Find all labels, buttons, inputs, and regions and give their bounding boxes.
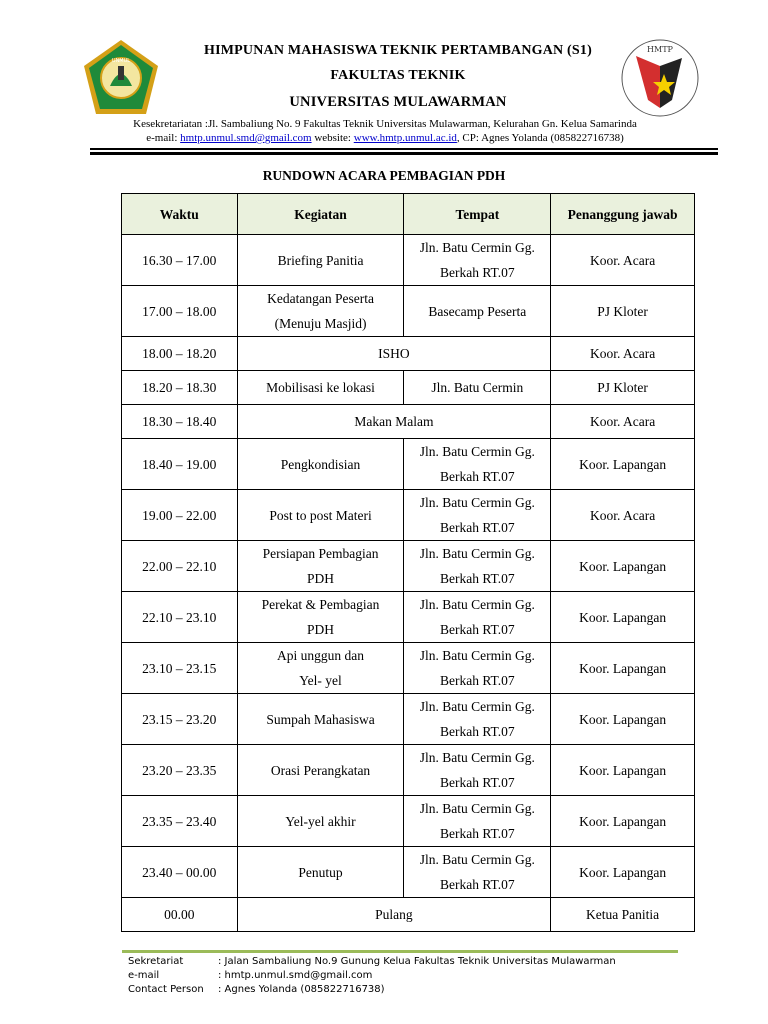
cell-kegiatan — [237, 643, 404, 694]
cell-tempat — [404, 847, 551, 898]
cell-tempat — [404, 371, 551, 405]
table-row — [122, 796, 695, 847]
footer-secretariat-label: Sekretariat — [128, 956, 184, 967]
table-row — [122, 337, 695, 371]
cell-line: Berkah RT.07 — [440, 265, 515, 280]
cell-kegiatan-merged: Pulang — [237, 898, 551, 932]
cell-line: Post to post Materi — [269, 507, 372, 523]
table-row — [122, 286, 695, 337]
cell-waktu: 17.00 – 18.00 — [122, 286, 238, 337]
cell-line: Jln. Batu Cermin Gg. — [419, 444, 535, 459]
cell-line: Orasi Perangkatan — [270, 762, 371, 778]
cell-line: Sumpah Mahasiswa — [266, 711, 375, 727]
cell-kegiatan — [237, 286, 404, 337]
cell-kegiatan — [237, 694, 404, 745]
university-logo — [80, 38, 162, 120]
col-header-waktu: Waktu — [122, 194, 238, 235]
cell-penanggung-jawab: Ketua Panitia — [551, 898, 695, 932]
cell-waktu: 22.00 – 22.10 — [122, 541, 238, 592]
cell-waktu: 22.10 – 23.10 — [122, 592, 238, 643]
cell-penanggung-jawab: PJ Kloter — [551, 371, 695, 405]
footer-email-value: : hmtp.unmul.smd@gmail.com — [218, 970, 373, 981]
cell-line: Briefing Panitia — [277, 252, 364, 268]
cell-line: Jln. Batu Cermin Gg. — [419, 648, 535, 663]
svg-text:UNMUL: UNMUL — [111, 58, 131, 64]
col-header-tempat: Tempat — [404, 194, 551, 235]
cell-tempat — [404, 745, 551, 796]
cell-penanggung-jawab: Koor. Acara — [551, 337, 695, 371]
cell-line: Jln. Batu Cermin Gg. — [419, 750, 535, 765]
table-row — [122, 235, 695, 286]
email-link[interactable]: hmtp.unmul.smd@gmail.com — [180, 132, 312, 144]
contact-person: , CP: Agnes Yolanda (085822716738) — [456, 132, 624, 144]
table-row — [122, 847, 695, 898]
col-header-kegiatan: Kegiatan — [237, 194, 404, 235]
contact-line — [100, 132, 670, 144]
cell-line: Yel- yel — [299, 673, 342, 688]
cell-tempat — [404, 796, 551, 847]
cell-tempat — [404, 490, 551, 541]
cell-tempat — [404, 286, 551, 337]
hmtp-logo — [618, 36, 702, 120]
cell-penanggung-jawab: Koor. Lapangan — [551, 796, 695, 847]
cell-line: Jln. Batu Cermin Gg. — [419, 597, 535, 612]
cell-line: Jln. Batu Cermin — [431, 380, 524, 395]
cell-waktu: 18.40 – 19.00 — [122, 439, 238, 490]
table-header-row — [122, 194, 695, 235]
cell-tempat — [404, 235, 551, 286]
cell-waktu: 19.00 – 22.00 — [122, 490, 238, 541]
table-row — [122, 898, 695, 932]
website-link[interactable]: www.hmtp.unmul.ac.id — [353, 132, 457, 144]
cell-waktu: 23.20 – 23.35 — [122, 745, 238, 796]
cell-line: Jln. Batu Cermin Gg. — [419, 495, 535, 510]
cell-kegiatan — [237, 745, 404, 796]
cell-line: Pengkondisian — [280, 456, 361, 472]
cell-line: (Menuju Masjid) — [274, 316, 367, 331]
cell-kegiatan — [237, 439, 404, 490]
cell-line: Berkah RT.07 — [440, 877, 515, 892]
cell-kegiatan — [237, 592, 404, 643]
cell-line: Berkah RT.07 — [440, 673, 515, 688]
cell-tempat — [404, 439, 551, 490]
cell-waktu: 18.30 – 18.40 — [122, 405, 238, 439]
cell-line: Jln. Batu Cermin Gg. — [419, 801, 535, 816]
cell-line: Yel-yel akhir — [285, 813, 356, 829]
table-row — [122, 371, 695, 405]
cell-penanggung-jawab: Koor. Lapangan — [551, 847, 695, 898]
cell-penanggung-jawab: Koor. Lapangan — [551, 439, 695, 490]
email-label: e-mail: — [146, 132, 181, 144]
cell-penanggung-jawab: Koor. Lapangan — [551, 592, 695, 643]
cell-kegiatan-merged: ISHO — [237, 337, 551, 371]
cell-line: PDH — [307, 622, 335, 637]
cell-line: Jln. Batu Cermin Gg. — [419, 699, 535, 714]
cell-line: Berkah RT.07 — [440, 775, 515, 790]
cell-line: PDH — [307, 571, 335, 586]
table-row — [122, 405, 695, 439]
cell-waktu: 23.15 – 23.20 — [122, 694, 238, 745]
cell-waktu: 23.10 – 23.15 — [122, 643, 238, 694]
cell-line: Berkah RT.07 — [440, 724, 515, 739]
table-row — [122, 541, 695, 592]
secretariat-address: Kesekretariatan :Jl. Sambaliung No. 9 Fakultas Teknik Universitas Mulawarman, Kelurahan Gn. Kelua Samarinda — [133, 118, 637, 130]
cell-waktu: 16.30 – 17.00 — [122, 235, 238, 286]
footer-contact-value: : Agnes Yolanda (085822716738) — [218, 984, 385, 995]
document-title: RUNDOWN ACARA PEMBAGIAN PDH — [262, 168, 506, 183]
cell-kegiatan — [237, 796, 404, 847]
cell-kegiatan — [237, 847, 404, 898]
cell-tempat — [404, 541, 551, 592]
footer-contact-label: Contact Person — [128, 984, 204, 995]
cell-line: Perekat & Pembagian — [261, 597, 380, 612]
table-row — [122, 694, 695, 745]
header-rule-thin — [90, 148, 718, 150]
cell-line: Berkah RT.07 — [440, 826, 515, 841]
cell-line: Berkah RT.07 — [440, 469, 515, 484]
cell-tempat — [404, 694, 551, 745]
cell-line: Persiapan Pembagian — [262, 546, 379, 561]
table-row — [122, 439, 695, 490]
cell-kegiatan — [237, 371, 404, 405]
table-row — [122, 592, 695, 643]
table-row — [122, 745, 695, 796]
cell-penanggung-jawab: Koor. Acara — [551, 490, 695, 541]
cell-kegiatan-merged: Makan Malam — [237, 405, 551, 439]
footer-secretariat — [128, 956, 616, 967]
cell-waktu: 00.00 — [122, 898, 238, 932]
table-row — [122, 643, 695, 694]
cell-line: Mobilisasi ke lokasi — [266, 380, 375, 395]
cell-penanggung-jawab: Koor. Lapangan — [551, 745, 695, 796]
cell-kegiatan — [237, 235, 404, 286]
footer-rule — [122, 950, 678, 953]
col-header-penanggung-jawab: Penanggung jawab — [551, 194, 695, 235]
cell-kegiatan — [237, 541, 404, 592]
cell-penanggung-jawab: Koor. Acara — [551, 405, 695, 439]
footer-contact — [128, 984, 385, 995]
cell-line: Jln. Batu Cermin Gg. — [419, 546, 535, 561]
rundown-table — [121, 193, 695, 932]
cell-line: Api unggun dan — [277, 648, 365, 663]
cell-line: Jln. Batu Cermin Gg. — [419, 852, 535, 867]
cell-waktu: 23.40 – 00.00 — [122, 847, 238, 898]
svg-text:HMTP: HMTP — [647, 45, 673, 54]
cell-waktu: 18.00 – 18.20 — [122, 337, 238, 371]
cell-penanggung-jawab: PJ Kloter — [551, 286, 695, 337]
website-label: website: — [311, 132, 354, 144]
table-row — [122, 490, 695, 541]
cell-line: Penutup — [298, 864, 343, 880]
footer-email — [128, 970, 372, 981]
cell-penanggung-jawab: Koor. Acara — [551, 235, 695, 286]
cell-line: Basecamp Peserta — [428, 303, 527, 319]
university-name: UNIVERSITAS MULAWARMAN — [289, 94, 507, 110]
header-rule-thick — [90, 152, 718, 155]
org-name: HIMPUNAN MAHASISWA TEKNIK PERTAMBANGAN (S1) — [204, 43, 592, 58]
faculty-name: FAKULTAS TEKNIK — [330, 68, 466, 83]
cell-line: Berkah RT.07 — [440, 622, 515, 637]
cell-kegiatan — [237, 490, 404, 541]
cell-tempat — [404, 643, 551, 694]
cell-waktu: 23.35 – 23.40 — [122, 796, 238, 847]
footer-email-label: e-mail — [128, 970, 160, 981]
cell-line: Berkah RT.07 — [440, 520, 515, 535]
cell-tempat — [404, 592, 551, 643]
cell-penanggung-jawab: Koor. Lapangan — [551, 541, 695, 592]
cell-line: Berkah RT.07 — [440, 571, 515, 586]
cell-penanggung-jawab: Koor. Lapangan — [551, 643, 695, 694]
cell-line: Kedatangan Peserta — [267, 291, 374, 306]
cell-line: Jln. Batu Cermin Gg. — [419, 240, 535, 255]
cell-waktu: 18.20 – 18.30 — [122, 371, 238, 405]
cell-penanggung-jawab: Koor. Lapangan — [551, 694, 695, 745]
footer-secretariat-value: : Jalan Sambaliung No.9 Gunung Kelua Fakultas Teknik Universitas Mulawarman — [218, 956, 616, 967]
